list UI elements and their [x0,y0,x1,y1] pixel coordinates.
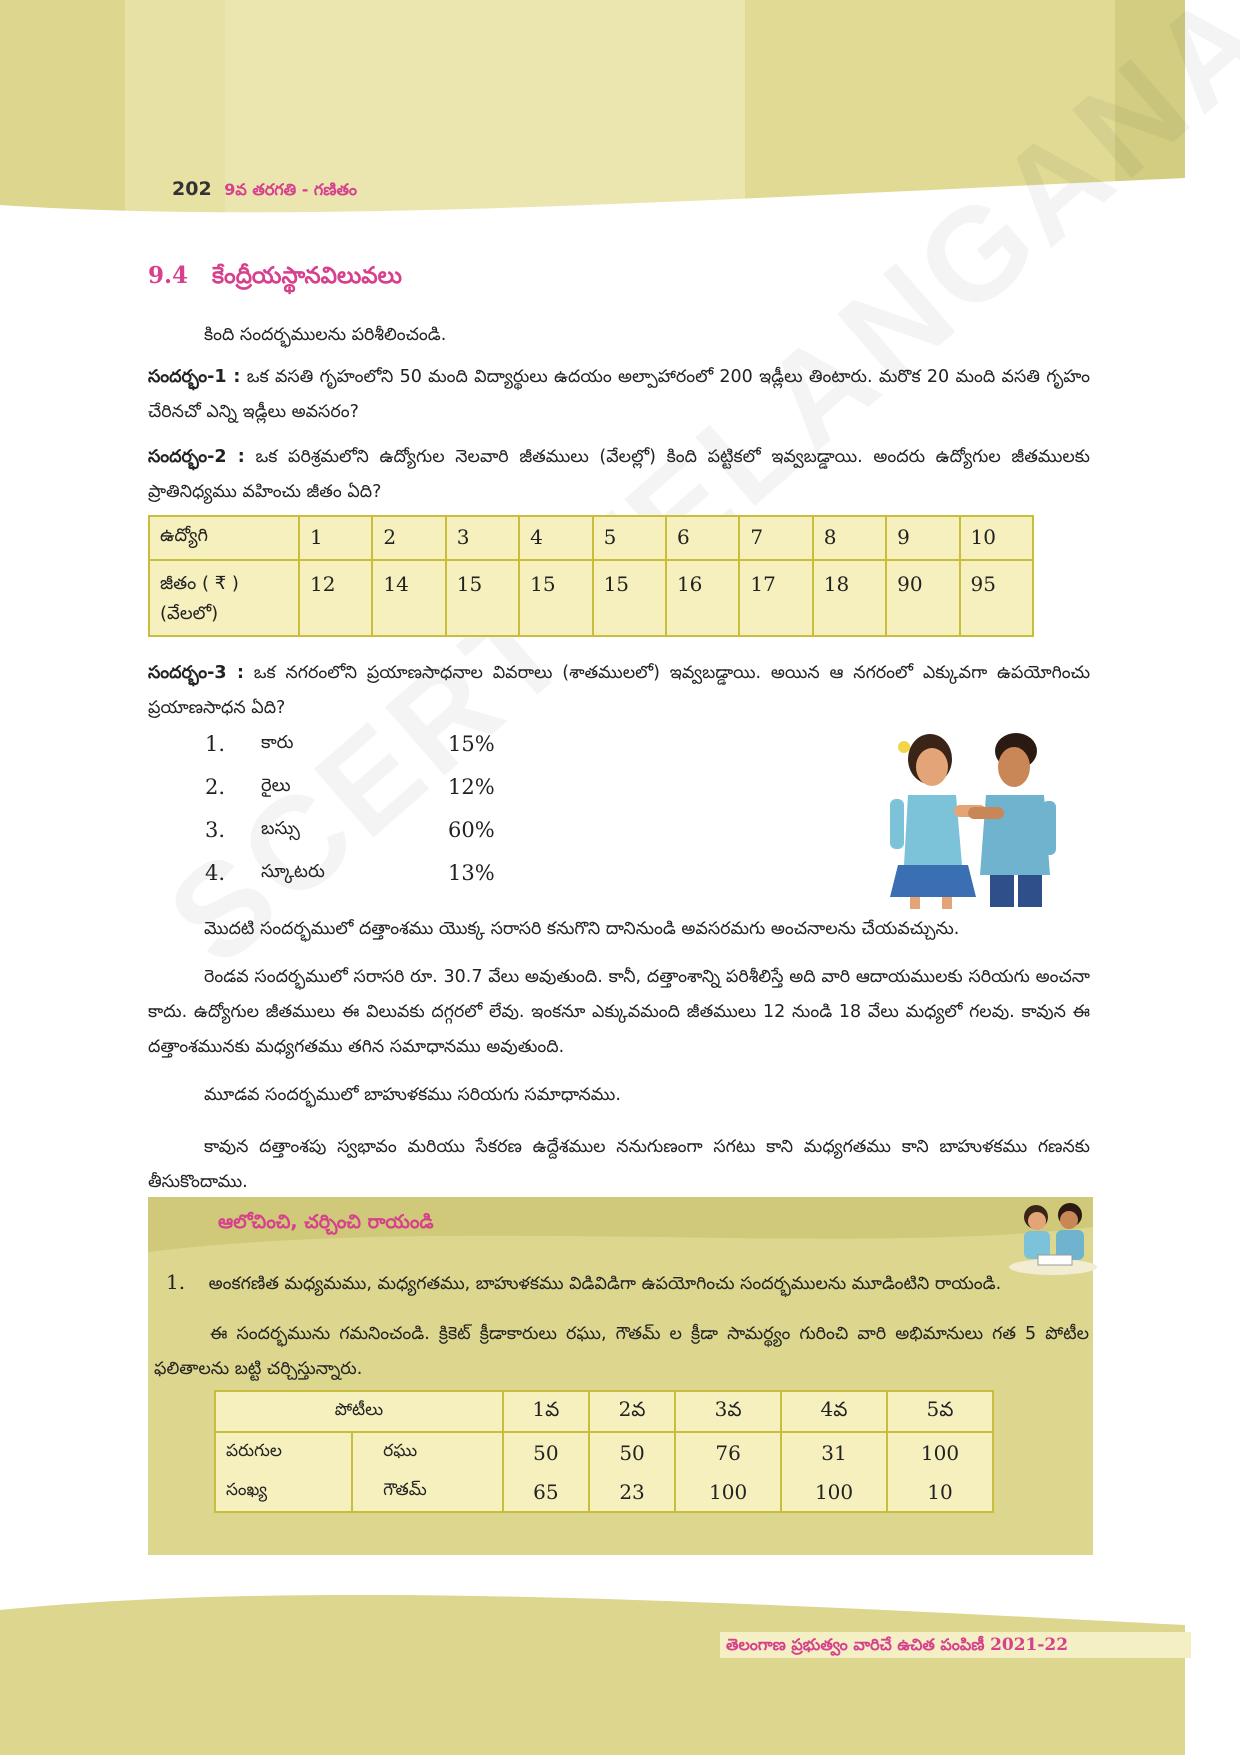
runs-cell: 23 [589,1472,675,1512]
runs-cell: 76 [675,1432,781,1472]
case-1-text: ఒక వసతి గృహంలోని 50 మంది విద్యార్థులు ఉదయం అల్పాహారంలో 200 ఇడ్లీలు తింటారు. మరొక 20 మంది వసతి గృహం చేరినచో ఎన్ని ఇడ్లీలు అవసరం? [148,367,1090,422]
salary-cell: 15 [446,560,519,636]
list-item [205,861,565,904]
runs-cell: 100 [887,1432,993,1472]
item-number: 2. [205,775,226,799]
salary-cell: 90 [886,560,959,636]
player-name: గౌతమ్ [352,1472,503,1512]
case-3-label: సందర్భం-3 : [148,663,244,683]
students-illustration [868,725,1068,910]
item-label: రైలు [261,775,291,796]
footer-text: తెలంగాణ ప్రభుత్వం వారిచే ఉచిత పంపిణీ [726,1635,985,1654]
case-2 [148,440,1090,510]
salary-label-line1: జీతం ( ₹ ) [160,573,239,594]
salary-cell: 17 [739,560,812,636]
section-title: కేంద్రీయస్థానవిలువలు [212,262,402,289]
runs-table [214,1390,994,1513]
item-value: 60% [448,818,495,842]
match-header: 4వ [781,1391,887,1432]
paragraph-2: రెండవ సందర్భములో సరాసరి రూ. 30.7 వేలు అవుతుంది. కానీ, దత్తాంశాన్ని పరిశీలిస్తే అది వారి ఆదాయములకు సరియగు అంచనా కాదు. ఉద్యోగుల జీతములు ఈ విలువకు దగ్గరలో లేవు. ఇంకనూ ఎక్కువమంది జీతములు 12 నుండి 18 వేలు మధ్యలో గలవు. కావున ఈ దత్తాంశమునకు మధ్యగతము తగిన సమాధానము అవుతుంది. [148,967,1090,1057]
runs-label-line2: సంఖ్య [215,1472,352,1512]
activity-question-1 [166,1265,1086,1302]
footer-year: 2021-22 [990,1635,1069,1655]
matches-label: పోటీలు [215,1391,503,1432]
salary-row [149,560,1033,636]
salary-cell: 16 [666,560,739,636]
runs-cell: 50 [589,1432,675,1472]
salary-label [149,560,299,636]
transport-list [205,732,565,904]
case-1-label: సందర్భం-1 : [148,367,241,387]
activity-question-2: ఈ సందర్భమును గమనించండి. క్రికెట్ క్రీడాకారులు రఘు, గౌతమ్ ల క్రీడా సామర్థ్యం గురించి వారి అభిమానులు గత 5 పోటీల ఫలితాలను బట్టి చర్చిస్తున్నారు. [154,1324,1089,1379]
salary-cell: 95 [960,560,1033,636]
thinking-students-icon [1008,1197,1098,1275]
match-header: 1వ [503,1391,589,1432]
salary-cell: 14 [372,560,445,636]
runs-cell: 100 [781,1472,887,1512]
runs-cell: 100 [675,1472,781,1512]
runs-cell: 50 [503,1432,589,1472]
employee-cell: 1 [299,516,372,560]
case-2-text: ఒక పరిశ్రమలోని ఉద్యోగుల నెలవారి జీతములు (వేలల్లో) కింది పట్టికలో ఇవ్వబడ్డాయి. అందరు ఉద్యోగుల జీతములకు ప్రాతినిధ్యము వహించు జీతం ఏది? [148,447,1090,502]
question-1-text: అంకగణిత మధ్యమము, మధ్యగతము, బాహుళకము విడివిడిగా ఉపయోగించు సందర్భములను మూడింటిని రాయండి. [208,1274,1002,1294]
table-row [215,1472,993,1512]
employee-cell: 6 [666,516,739,560]
paragraph-1: మొదటి సందర్భములో దత్తాంశము యొక్క సరాసరి కనుగొని దానినుండి అవసరమగు అంచనాలను చేయవచ్చును. [204,919,960,939]
section-heading [148,262,402,295]
table-row [215,1432,993,1472]
employee-cell: 9 [886,516,959,560]
item-value: 15% [448,732,495,756]
activity-box [148,1197,1093,1555]
employee-cell: 10 [960,516,1033,560]
employee-cell: 8 [813,516,886,560]
item-number: 1. [205,732,226,756]
footer-note [720,1632,1191,1658]
activity-title: ఆలోచించి, చర్చించి రాయండి [218,1211,434,1233]
employee-row [149,516,1033,560]
salary-label-line2: (వేలలో) [160,603,219,624]
runs-cell: 10 [887,1472,993,1512]
item-label: స్కూటరు [261,861,325,882]
employee-cell: 3 [446,516,519,560]
runs-cell: 31 [781,1432,887,1472]
running-header [172,178,357,203]
employee-cell: 2 [372,516,445,560]
page-number: 202 [172,178,212,200]
book-subject: 9వ తరగతి - గణితం [224,180,358,199]
runs-header-row [215,1391,993,1432]
item-label: కారు [261,732,294,753]
match-header: 2వ [589,1391,675,1432]
paragraph-3: మూడవ సందర్భములో బాహుళకము సరియగు సమాధానము. [204,1085,621,1105]
salary-cell: 18 [813,560,886,636]
case-1 [148,360,1090,430]
employee-cell: 4 [519,516,592,560]
salary-cell: 12 [299,560,372,636]
list-item [205,732,565,775]
item-value: 12% [448,775,495,799]
runs-cell: 65 [503,1472,589,1512]
item-value: 13% [448,861,495,885]
question-number: 1. [166,1270,186,1294]
salary-cell: 15 [519,560,592,636]
runs-label-line1: పరుగుల [215,1432,352,1472]
player-name: రఘు [352,1432,503,1472]
paragraph-4: కావున దత్తాంశపు స్వభావం మరియు సేకరణ ఉద్దేశముల ననుగుణంగా సగటు కాని మధ్యగతము కాని బాహుళకము గణనకు తీసుకొందాము. [148,1137,1090,1192]
match-header: 5వ [887,1391,993,1432]
intro-text: కింది సందర్భములను పరిశీలించండి. [204,325,447,345]
employee-cell: 7 [739,516,812,560]
case-2-label: సందర్భం-2 : [148,447,245,467]
list-item [205,775,565,818]
section-number: 9.4 [148,262,189,289]
footer-band [0,1580,1185,1755]
case-3-text: ఒక నగరంలోని ప్రయాణసాధనాల వివరాలు (శాతములలో) ఇవ్వబడ్డాయి. అయిన ఆ నగరంలో ఎక్కువగా ఉపయోగించు ప్రయాణసాధన ఏది? [148,663,1090,718]
salary-cell: 15 [593,560,666,636]
item-label: బస్సు [261,818,300,839]
list-item [205,818,565,861]
case-3 [148,656,1090,726]
item-number: 4. [205,861,226,885]
match-header: 3వ [675,1391,781,1432]
employee-cell: 5 [593,516,666,560]
salary-table [148,515,1034,637]
employee-label: ఉద్యోగి [149,516,299,560]
item-number: 3. [205,818,226,842]
